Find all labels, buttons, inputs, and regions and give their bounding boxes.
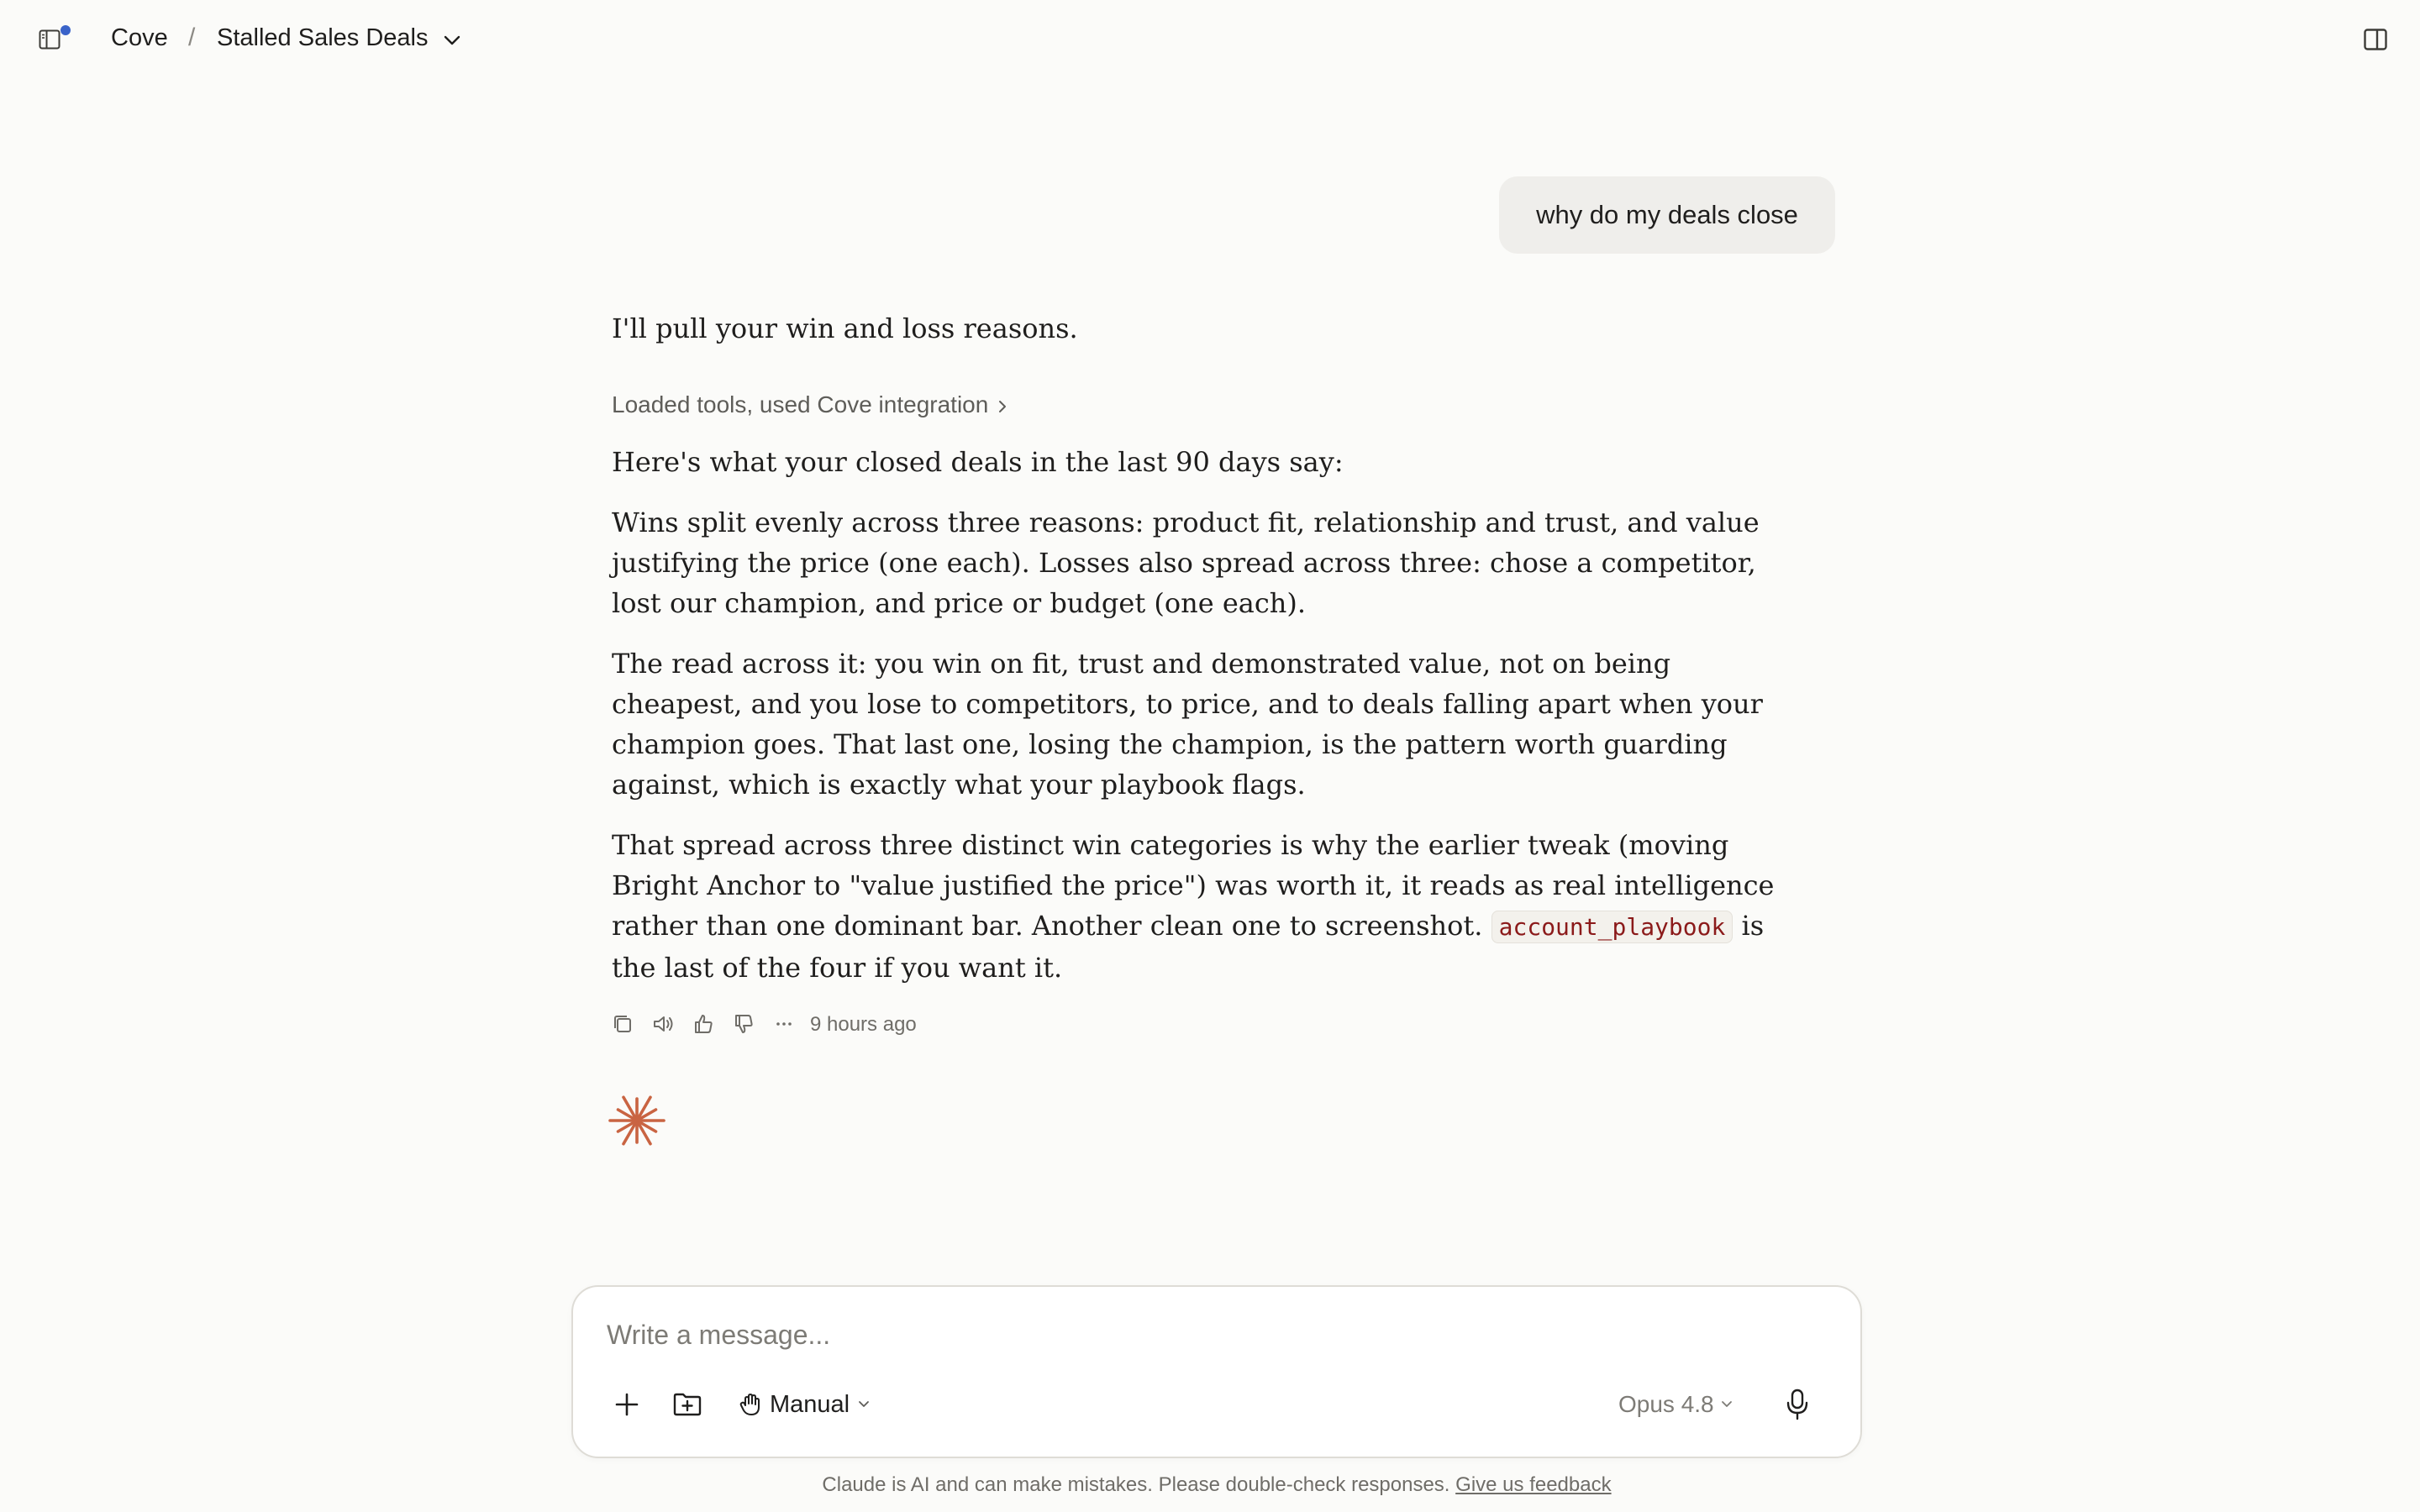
assistant-paragraph [612,825,1788,988]
sidebar-icon [39,29,60,50]
thumbs-down-icon[interactable] [731,1011,756,1037]
message-timestamp: 9 hours ago [810,1013,917,1036]
claude-spark-icon [608,1092,666,1149]
assistant-paragraph: Here's what your closed deals in the last 90 days say: [612,446,1344,478]
top-bar [0,0,2420,81]
breadcrumb-separator: / [188,24,196,51]
chevron-down-icon [856,1397,871,1412]
paragraph-text: That spread across three distinct win categories is why the earlier tweak (moving Bright Anchor to "value justified the price") was worth it, it reads as real intelligence rather than one dominant bar. Another clean one to screenshot. [612,829,1775,942]
chevron-right-icon [995,399,1010,414]
more-icon[interactable] [771,1011,797,1037]
breadcrumb-project[interactable]: Cove [111,24,168,51]
plus-icon[interactable] [613,1391,640,1418]
notification-dot [60,25,71,35]
feedback-link[interactable]: Give us feedback [1455,1473,1612,1496]
model-label: Opus 4.8 [1618,1391,1714,1417]
tools-disclosure[interactable] [612,391,1010,418]
breadcrumb-chat-title[interactable]: Stalled Sales Deals [217,24,429,51]
hand-icon [738,1392,763,1417]
assistant-paragraph: Wins split evenly across three reasons: product fit, relationship and trust, and value justifying the price (one each). Losses also spread across three: chose a competitor, lost our champion, and price or budget (one each). [612,507,1760,619]
assistant-paragraph: The read across it: you win on fit, trust and demonstrated value, not on being cheapest, and you lose to competitors, to price, and to deals falling apart when your champion goes. That last one, losing the champion, is the pattern worth guarding against, which is exactly what your playbook flags. [612,648,1763,801]
microphone-icon[interactable] [1783,1388,1812,1421]
copy-icon[interactable] [610,1011,635,1037]
chevron-down-icon[interactable] [442,30,462,50]
add-folder-icon[interactable] [672,1389,702,1420]
model-selector[interactable] [1618,1388,1734,1421]
paragraph-text: is the last of the four if you want it. [612,910,1765,984]
disclaimer [0,1473,2420,1497]
thumbs-up-icon[interactable] [691,1011,716,1037]
user-message: why do my deals close [1499,176,1835,254]
mode-label: Manual [770,1390,850,1418]
disclaimer-text: Claude is AI and can make mistakes. Please double-check responses. [822,1473,1450,1496]
inline-code: account_playbook [1491,911,1733,943]
side-panel-icon[interactable] [2363,27,2388,52]
message-composer [571,1285,1862,1458]
tools-summary-label: Loaded tools, used Cove integration [612,391,989,417]
speaker-icon[interactable] [650,1011,676,1037]
chevron-down-icon [1719,1397,1734,1412]
assistant-intro: I'll pull your win and loss reasons. [612,312,1078,344]
sidebar-toggle-button[interactable] [37,25,64,54]
message-input[interactable] [607,1315,1699,1354]
mode-selector[interactable] [738,1388,871,1421]
